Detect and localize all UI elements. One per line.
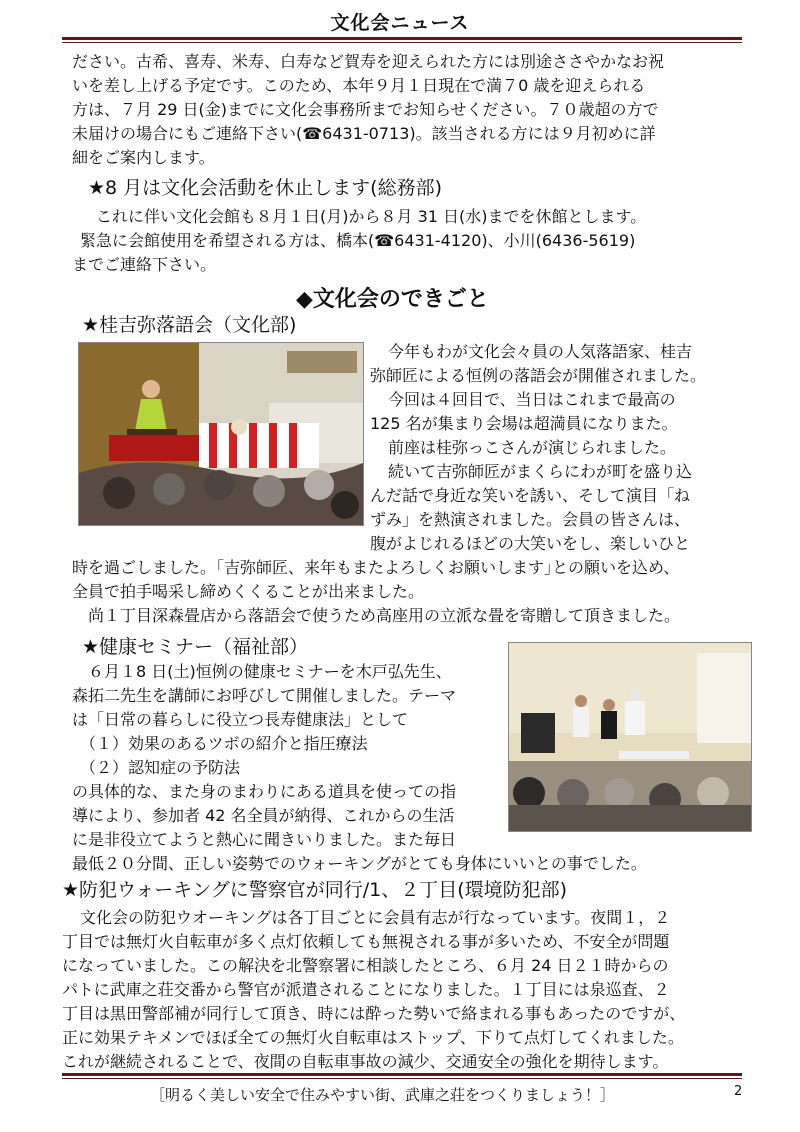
health-photo [508,642,752,832]
health-line: 最低２０分間、正しい姿勢でのウォーキングがとても身体にいいとの事でした。 [72,854,647,873]
august-line: これに伴い文化会館も８月１日(月)から８月 31 日(水)までを休館とします。 [96,207,647,226]
rakugo-line: 125 名が集まり会場は超満員になりまた。 [370,414,678,433]
health-line: （１）効果のあるツボの紹介と指圧療法 [80,734,368,753]
rakugo-heading: ★桂吉弥落語会（文化部) [82,314,297,336]
events-heading: ◆文化会のできごと [296,287,489,312]
health-line: （２）認知症の予防法 [80,758,241,777]
patrol-heading: ★防犯ウォーキングに警察官が同行/1、２丁目(環境防犯部) [62,879,568,901]
page-number: 2 [734,1084,743,1099]
intro-line: ださい。古希、喜寿、米寿、白寿など賀寿を迎えられた方には別途ささやかなお祝 [72,52,665,71]
rakugo-line: ずみ」を熱演されました。会員の皆さんは、 [370,510,691,529]
rakugo-line: 尚１丁目深森畳店から落語会で使うため高座用の立派な畳を寄贈して頂きました。 [88,606,681,625]
health-line: ６月１8 日(土)恒例の健康セミナーを木戸弘先生、 [88,662,452,681]
patrol-line: 文化会の防犯ウオーキングは各丁目ごとに会員有志が行なっています。夜間１，２ [80,908,671,927]
patrol-line: 丁目では無灯火自転車が多く点灯依頼しても無視される事が多いため、不安全が問題 [62,932,670,951]
rakugo-line: 全員で拍手喝采し締めくくることが出来ました。 [72,582,425,601]
rakugo-photo-image [79,343,363,525]
page-title: 文化会ニュース [330,12,470,34]
header-rule-thin [62,42,742,43]
rakugo-line: んだ話で身近な笑いを誘い、そして演目「ね [370,486,691,505]
rakugo-photo [78,342,364,526]
patrol-line: 正に効果テキメンでほぼ全ての無灯火自転車はストップ、下りて点灯してくれました。 [62,1028,684,1047]
footer-slogan: ［明るく美しい安全で住みやすい街、武庫之荘をつくりましょう！］ [150,1086,616,1104]
health-line: は「日常の暮らしに役立つ長寿健康法」として [72,710,409,729]
health-line: に是非役立てようと熱心に聞きいりました。また毎日 [72,830,457,849]
patrol-line: 丁目は黒田警部補が同行して頂き、時には酔った勢いで絡まれる事もあったのですが、 [62,1004,686,1023]
intro-line: いを差し上げる予定です。このため、本年９月１日現在で満７0 歳を迎えられる [72,76,646,95]
footer-rule-thin [62,1078,742,1079]
august-line: までご連絡下さい。 [72,255,217,274]
patrol-line: になっていました。この解決を北警察署に相談したところ、６月 24 日２１時からの [62,956,669,975]
health-line: の具体的な、また身のまわりにある道具を使っての指 [72,782,457,801]
intro-line: 未届けの場合にもご連絡下さい(☎6431-0713)。該当される方には９月初めに詳 [72,124,656,143]
footer-rule [62,1073,742,1076]
rakugo-line: 腹がよじれるほどの大笑いをし、楽しいひと [370,534,691,553]
health-heading: ★健康セミナー（福祉部） [82,636,309,658]
patrol-line: パトに武庫之荘交番から警官が派遣されることになりました。１丁目には泉巡査、２ [62,980,670,999]
august-heading: ★8 月は文化会活動を休止します(総務部) [88,177,442,199]
rakugo-line: 今回は４回目で、当日はこれまで最高の [388,390,676,409]
health-photo-image [509,643,751,831]
header-rule [62,37,742,40]
rakugo-line: 前座は桂弥っこさんが演じられました。 [388,438,677,457]
intro-line: 細をご案内します。 [72,148,215,167]
health-line: 導により、参加者 42 名全員が納得、これからの生活 [72,806,455,825]
rakugo-line: 時を過ごしました。｢吉弥師匠、来年もまたよろしくお願いします｣との願いを込め、 [72,558,680,577]
patrol-line: これが継続されることで、夜間の自転車事故の減少、交通安全の強化を期待します。 [62,1052,669,1071]
august-line: 緊急に会館使用を希望される方は、橋本(☎6431-4120)、小川(6436-5619) [80,231,636,250]
rakugo-line: 今年もわが文化会々員の人気落語家、桂吉 [388,342,693,361]
intro-line: 方は、７月 29 日(金)までに文化会事務所までお知らせください。７０歳超の方で [72,100,659,119]
rakugo-line: 続いて吉弥師匠がまくらにわが町を盛り込 [388,462,693,481]
rakugo-line: 弥師匠による恒例の落語会が開催されました。 [370,366,707,385]
health-line: 森拓二先生を講師にお呼びして開催しました。テーマ [72,686,457,705]
